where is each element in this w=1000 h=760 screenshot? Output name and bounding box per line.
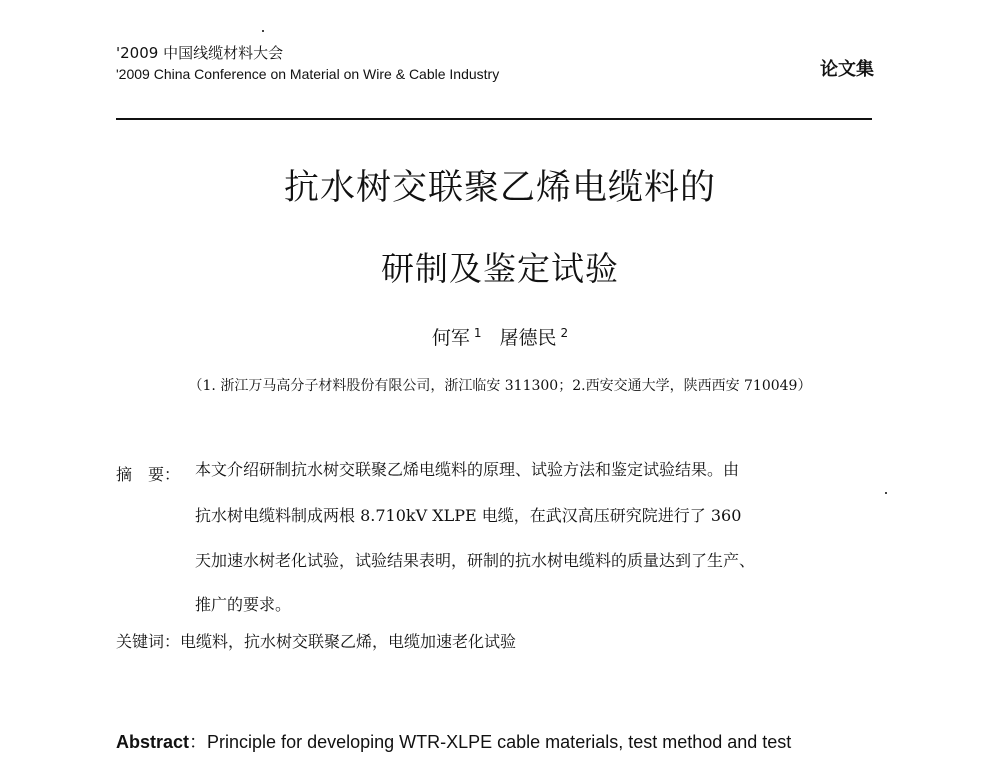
author-2 (500, 327, 569, 349)
header-proceedings-label: 论文集 (820, 59, 874, 80)
paper-title-line-2: 研制及鉴定试验 (381, 249, 619, 288)
author-2-name: 屠德民 (499, 327, 557, 349)
author-affiliations: （1. 浙江万马高分子材料股份有限公司，浙江临安 311300；2.西安交通大学，陕西西安 710049） (188, 378, 812, 394)
abstract-cn-label: 摘 要： (116, 465, 181, 484)
header-conference-en: '2009 China Conference on Material on Wire & Cable Industry (116, 66, 500, 82)
abstract-cn-line-2: 抗水树电缆料制成两根 8.710kV XLPE 电缆，在武汉高压研究院进行了 360 (195, 506, 742, 525)
abstract-en-separator: ： (189, 732, 208, 752)
scan-speck (885, 492, 887, 494)
abstract-en-label: Abstract (116, 732, 190, 752)
keywords (116, 629, 516, 652)
abstract-cn-line-4: 推广的要求。 (195, 595, 292, 614)
paper-title-line-1: 抗水树交联聚乙烯电缆料的 (283, 168, 716, 208)
keywords-label: 关键词： (116, 632, 181, 651)
author-2-affiliation-mark: 2 (560, 325, 569, 340)
abstract-cn-line-3: 天加速水树老化试验，试验结果表明，研制的抗水树电缆料的质量达到了生产、 (195, 551, 756, 570)
author-1-name: 何军 (431, 327, 470, 349)
author-1-affiliation-mark: 1 (473, 325, 482, 340)
author-1 (432, 327, 482, 349)
keywords-text: 电缆料，抗水树交联聚乙烯，电缆加速老化试验 (180, 632, 517, 651)
scan-speck (262, 30, 264, 32)
abstract-en (116, 728, 791, 754)
abstract-en-text: Principle for developing WTR-XLPE cable materials, test method and test (207, 732, 792, 752)
header-conference-cn: '2009 中国线缆材料大会 (116, 44, 284, 62)
author-list (0, 323, 1000, 350)
abstract-cn-line-1: 本文介绍研制抗水树交联聚乙烯电缆料的原理、试验方法和鉴定试验结果。由 (195, 460, 740, 479)
header-rule (116, 118, 872, 120)
